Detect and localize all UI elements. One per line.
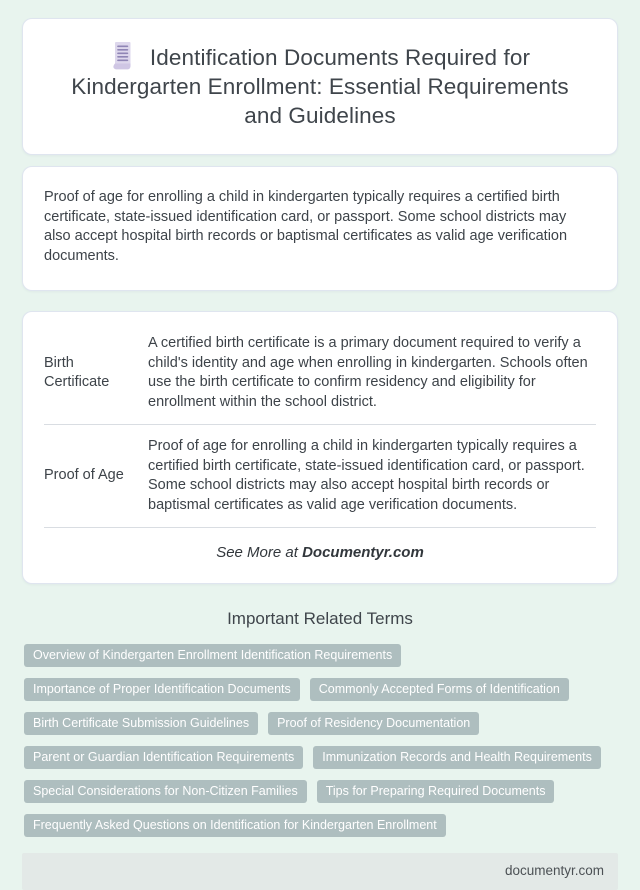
table-row [44, 322, 596, 425]
definitions-card [22, 311, 618, 584]
definition-cell: Proof of age for enrolling a child in kindergarten typically requires a certified birth certificate, state-issued identification card, or passport. Some school districts may also accept hospital birth records or baptismal certificates as valid age verification documents. [136, 425, 596, 528]
related-term-tag[interactable]: Importance of Proper Identification Documents [24, 678, 300, 701]
footer-site-link[interactable]: documentyr.com [504, 863, 604, 878]
footer-bar [22, 853, 618, 890]
term-cell: Birth Certificate [44, 322, 136, 425]
title-card [22, 18, 618, 155]
summary-card [22, 166, 618, 291]
definitions-table [44, 322, 596, 528]
receipt-icon [110, 41, 135, 70]
related-term-tag[interactable]: Birth Certificate Submission Guidelines [24, 712, 258, 735]
related-term-tag[interactable]: Parent or Guardian Identification Requirements [24, 746, 303, 769]
related-term-tag[interactable]: Immunization Records and Health Requirements [313, 746, 601, 769]
related-term-tag[interactable]: Overview of Kindergarten Enrollment Identification Requirements [24, 644, 401, 667]
brand-link[interactable]: Documentyr.com [302, 544, 424, 561]
definition-cell: A certified birth certificate is a primary document required to verify a child's identity and age when enrolling in kindergarten. Schools often use the birth certificate to confirm residency and eligibility for enrollment within the school district. [136, 322, 596, 425]
related-term-tag[interactable]: Commonly Accepted Forms of Identification [310, 678, 569, 701]
page-title [57, 41, 583, 130]
related-terms-heading: Important Related Terms [227, 609, 413, 628]
summary-text: Proof of age for enrolling a child in kindergarten typically requires a certified birth certificate, state-issued identification card, or passport. Some school districts may also accept hospital birth records or baptismal certificates as valid age verification documents. [44, 189, 568, 264]
related-term-tag[interactable]: Special Considerations for Non-Citizen Families [24, 780, 307, 803]
related-term-tag[interactable]: Proof of Residency Documentation [268, 712, 479, 735]
see-more-prefix: See More at [216, 544, 298, 561]
related-terms-list [22, 644, 618, 837]
see-more-line [44, 544, 596, 561]
term-cell: Proof of Age [44, 425, 136, 528]
table-row [44, 425, 596, 528]
page-title-text: Identification Documents Required for Kindergarten Enrollment: Essential Requirements and Guidelines [71, 45, 569, 128]
related-term-tag[interactable]: Frequently Asked Questions on Identification for Kindergarten Enrollment [24, 814, 446, 837]
related-term-tag[interactable]: Tips for Preparing Required Documents [317, 780, 555, 803]
